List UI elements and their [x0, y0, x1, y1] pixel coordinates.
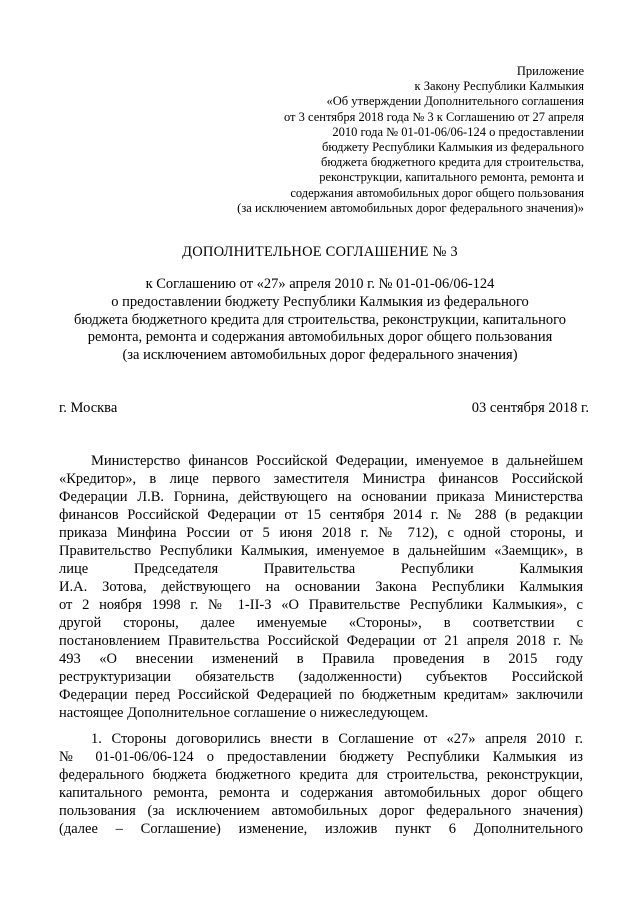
paragraph-line: Федерации перед Российской Федерацией по бюджетным кредитам» заключили [59, 687, 583, 703]
paragraph-line: настоящее Дополнительное соглашение о нижеследующем. [59, 705, 429, 721]
paragraph-clause-1 [59, 730, 583, 838]
appendix-line: бюджета бюджетного кредита для строительства, [320, 155, 584, 170]
paragraph-line: пользования (за исключением автомобильных дорог федерального значения) [59, 803, 583, 819]
paragraph-line: постановлением Правительства Российской Федерации от 21 апреля 2018 г. № [59, 633, 583, 649]
document-subtitle [40, 276, 600, 365]
appendix-line: 2010 года № 01-01-06/06-124 о предоставлении [332, 124, 584, 139]
appendix-line: от 3 сентября 2018 года № 3 к Соглашению от 27 апреля [283, 109, 584, 124]
paragraph-preamble [59, 452, 583, 722]
document-title: ДОПОЛНИТЕЛЬНОЕ СОГЛАШЕНИЕ № 3 [182, 244, 458, 260]
paragraph-line: от 2 ноября 1998 г. № 1-II-З «О Правительстве Республики Калмыкия», с [59, 597, 583, 613]
paragraph-line: лице Председателя Правительства Республики Калмыкия [59, 561, 583, 577]
signing-date: 03 сентября 2018 г. [471, 400, 589, 416]
paragraph-line: Правительство Республики Калмыкия, именуемое в дальнейшим «Заемщик», в [59, 543, 583, 559]
paragraph-line: финансов Российской Федерации от 15 сентября 2014 г. № 288 (в редакции [59, 507, 583, 523]
paragraph-line: (далее – Соглашение) изменение, изложив пункт 6 Дополнительного [59, 821, 583, 837]
appendix-line: «Об утверждении Дополнительного соглашения [326, 94, 584, 109]
appendix-line: к Закону Республики Калмыкия [414, 79, 584, 94]
appendix-line: (за исключением автомобильных дорог федерального значения)» [237, 200, 584, 215]
paragraph-line: реструктуризации обязательств (задолженности) субъектов Российской [59, 669, 583, 685]
appendix-line: бюджету Республики Калмыкия из федерального [322, 140, 584, 155]
paragraph-line: другой стороны, далее именуемые «Стороны», в соответствии с [59, 615, 583, 631]
appendix-header [184, 64, 584, 216]
appendix-line: Приложение [516, 64, 584, 78]
paragraph-line: Министерство финансов Российской Федерации, именуемое в дальнейшем [91, 453, 583, 469]
paragraph-line: № 01-01-06/06-124 о предоставлении бюджету Республики Калмыкия из [59, 749, 583, 765]
paragraph-line: 493 «О внесении изменений в Правила проведения в 2015 году [59, 651, 583, 667]
subtitle-line: бюджета бюджетного кредита для строительства, реконструкции, капитального [74, 311, 566, 328]
signing-place: г. Москва [59, 400, 118, 416]
subtitle-line: ремонта, ремонта и содержания автомобильных дорог общего пользования [87, 329, 553, 346]
appendix-line: содержания автомобильных дорог общего пользования [290, 185, 584, 200]
paragraph-line: И.А. Зотова, действующего на основании Закона Республики Калмыкия [59, 579, 583, 595]
appendix-line: реконструкции, капитального ремонта, ремонта и [319, 170, 584, 185]
subtitle-line: к Соглашению от «27» апреля 2010 г. № 01-01-06/06-124 [145, 276, 495, 292]
subtitle-line: (за исключением автомобильных дорог федерального значения) [122, 347, 518, 364]
paragraph-line: федерального бюджета бюджетного кредита для строительства, реконструкции, [59, 767, 583, 783]
paragraph-line: Федерации Л.В. Горнина, действующего на основании приказа Министерства [59, 489, 583, 505]
paragraph-line: 1. Стороны договорились внести в Соглашение от «27» апреля 2010 г. [91, 731, 583, 747]
paragraph-line: приказа Минфина России от 5 июня 2018 г. № 712), с одной стороны, и [59, 525, 583, 541]
paragraph-line: «Кредитор», в лице первого заместителя Министра финансов Российской [59, 471, 583, 487]
subtitle-line: о предоставлении бюджету Республики Калмыкия из федерального [111, 293, 529, 310]
paragraph-line: капитального ремонта, ремонта и содержания автомобильных дорог общего [59, 785, 583, 801]
